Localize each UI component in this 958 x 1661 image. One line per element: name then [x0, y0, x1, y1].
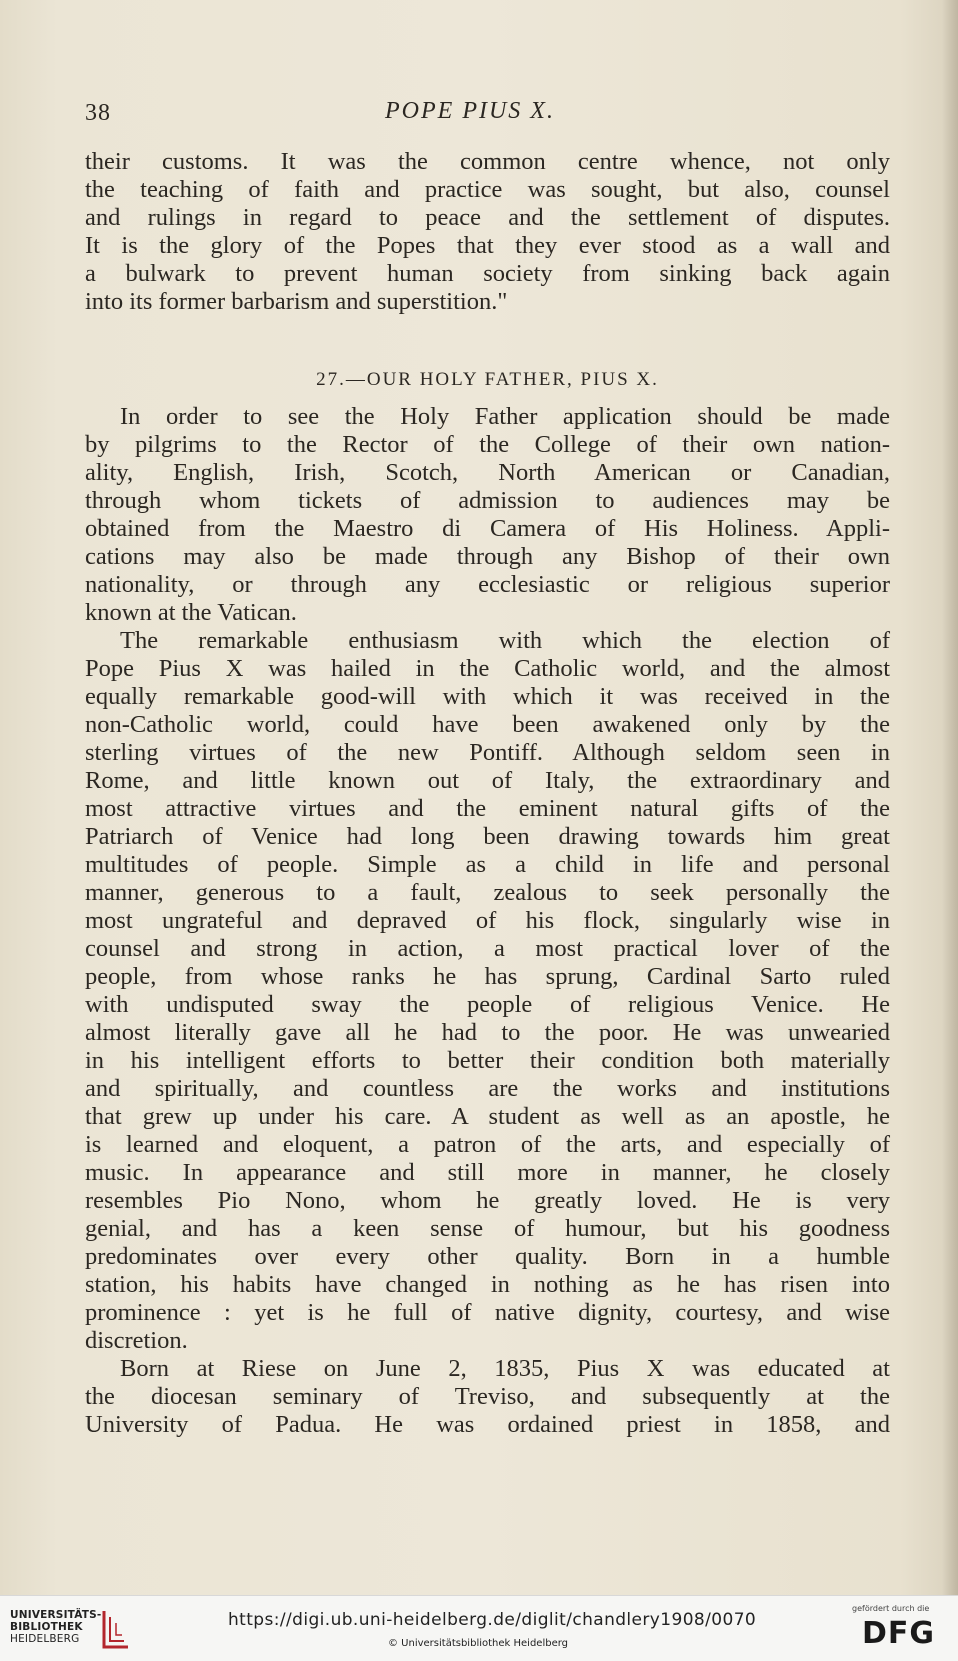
page-url-link[interactable]: https://digi.ub.uni-heidelberg.de/diglit/chandlery1908/0070 — [228, 1610, 757, 1630]
text-line: almost literally gave all he had to the poor. He was unwearied — [85, 1019, 890, 1046]
text-line: predominates over every other quality. Born in a humble — [85, 1243, 890, 1270]
text-line: cations may also be made through any Bishop of their own — [85, 543, 890, 570]
library-mark-icon — [98, 1607, 132, 1651]
dfg-logo: DFG — [862, 1616, 936, 1651]
text-line: manner, generous to a fault, zealous to seek personally the — [85, 879, 890, 906]
library-name-line: UNIVERSITÄTS- — [10, 1609, 102, 1621]
library-logo-text — [10, 1609, 101, 1645]
text-line: station, his habits have changed in nothing as he has risen into — [85, 1271, 890, 1298]
text-line: ality, English, Irish, Scotch, North American or Canadian, — [85, 459, 890, 486]
text-line: by pilgrims to the Rector of the College of their own nation- — [85, 431, 890, 458]
text-line: Patriarch of Venice had long been drawing towards him great — [85, 823, 890, 850]
running-title: POPE PIUS X. — [385, 98, 555, 124]
viewer-footer — [0, 1595, 958, 1661]
text-line: with undisputed sway the people of religious Venice. He — [85, 991, 890, 1018]
text-line: The remarkable enthusiasm with which the election of — [120, 627, 890, 654]
text-line: nationality, or through any ecclesiastic or religious superior — [85, 571, 890, 598]
text-line: people, from whose ranks he has sprung, Cardinal Sarto ruled — [85, 963, 890, 990]
section-heading: 27.—OUR HOLY FATHER, PIUS X. — [316, 369, 659, 390]
text-line: the teaching of faith and practice was sought, but also, counsel — [85, 176, 890, 203]
text-line: the diocesan seminary of Treviso, and subsequently at the — [85, 1383, 890, 1410]
library-name-line: HEIDELBERG — [10, 1633, 80, 1645]
text-line: and rulings in regard to peace and the settlement of disputes. — [85, 204, 890, 231]
text-line: discretion. — [85, 1327, 188, 1354]
text-line: music. In appearance and still more in manner, he closely — [85, 1159, 890, 1186]
text-line: is learned and eloquent, a patron of the arts, and especially of — [85, 1131, 890, 1158]
text-line: prominence : yet is he full of native dignity, courtesy, and wise — [85, 1299, 890, 1326]
text-line: most attractive virtues and the eminent natural gifts of the — [85, 795, 890, 822]
text-line: into its former barbarism and superstition." — [85, 288, 508, 315]
text-line: through whom tickets of admission to audiences may be — [85, 487, 890, 514]
text-line: In order to see the Holy Father application should be made — [120, 403, 890, 430]
text-line: and spiritually, and countless are the works and institutions — [85, 1075, 890, 1102]
text-line: Born at Riese on June 2, 1835, Pius X was educated at — [120, 1355, 890, 1382]
text-line: genial, and has a keen sense of humour, but his goodness — [85, 1215, 890, 1242]
text-line: in his intelligent efforts to better their condition both materially — [85, 1047, 890, 1074]
text-line: University of Padua. He was ordained priest in 1858, and — [85, 1411, 890, 1438]
text-line: that grew up under his care. A student as well as an apostle, he — [85, 1103, 890, 1130]
copyright-notice: © Universitätsbibliothek Heidelberg — [388, 1638, 569, 1649]
text-line: It is the glory of the Popes that they ever stood as a wall and — [85, 232, 890, 259]
text-line: most ungrateful and depraved of his flock, singularly wise in — [85, 907, 890, 934]
text-line: counsel and strong in action, a most practical lover of the — [85, 935, 890, 962]
text-line: obtained from the Maestro di Camera of His Holiness. Appli- — [85, 515, 890, 542]
page-number: 38 — [85, 100, 111, 126]
text-line: equally remarkable good-will with which it was received in the — [85, 683, 890, 710]
library-name-line: BIBLIOTHEK — [10, 1621, 83, 1633]
text-line: Rome, and little known out of Italy, the extraordinary and — [85, 767, 890, 794]
running-head — [85, 92, 885, 132]
text-line: Pope Pius X was hailed in the Catholic world, and the almost — [85, 655, 890, 682]
text-line: resembles Pio Nono, whom he greatly loved. He is very — [85, 1187, 890, 1214]
text-line: non-Catholic world, could have been awakened only by the — [85, 711, 890, 738]
text-line: their customs. It was the common centre whence, not only — [85, 148, 890, 175]
text-line: multitudes of people. Simple as a child in life and personal — [85, 851, 890, 878]
page-gutter-shadow — [942, 0, 958, 1595]
text-line: a bulwark to prevent human society from sinking back again — [85, 260, 890, 287]
text-line: sterling virtues of the new Pontiff. Although seldom seen in — [85, 739, 890, 766]
text-line: known at the Vatican. — [85, 599, 297, 626]
funded-by-label: gefördert durch die — [852, 1604, 930, 1613]
